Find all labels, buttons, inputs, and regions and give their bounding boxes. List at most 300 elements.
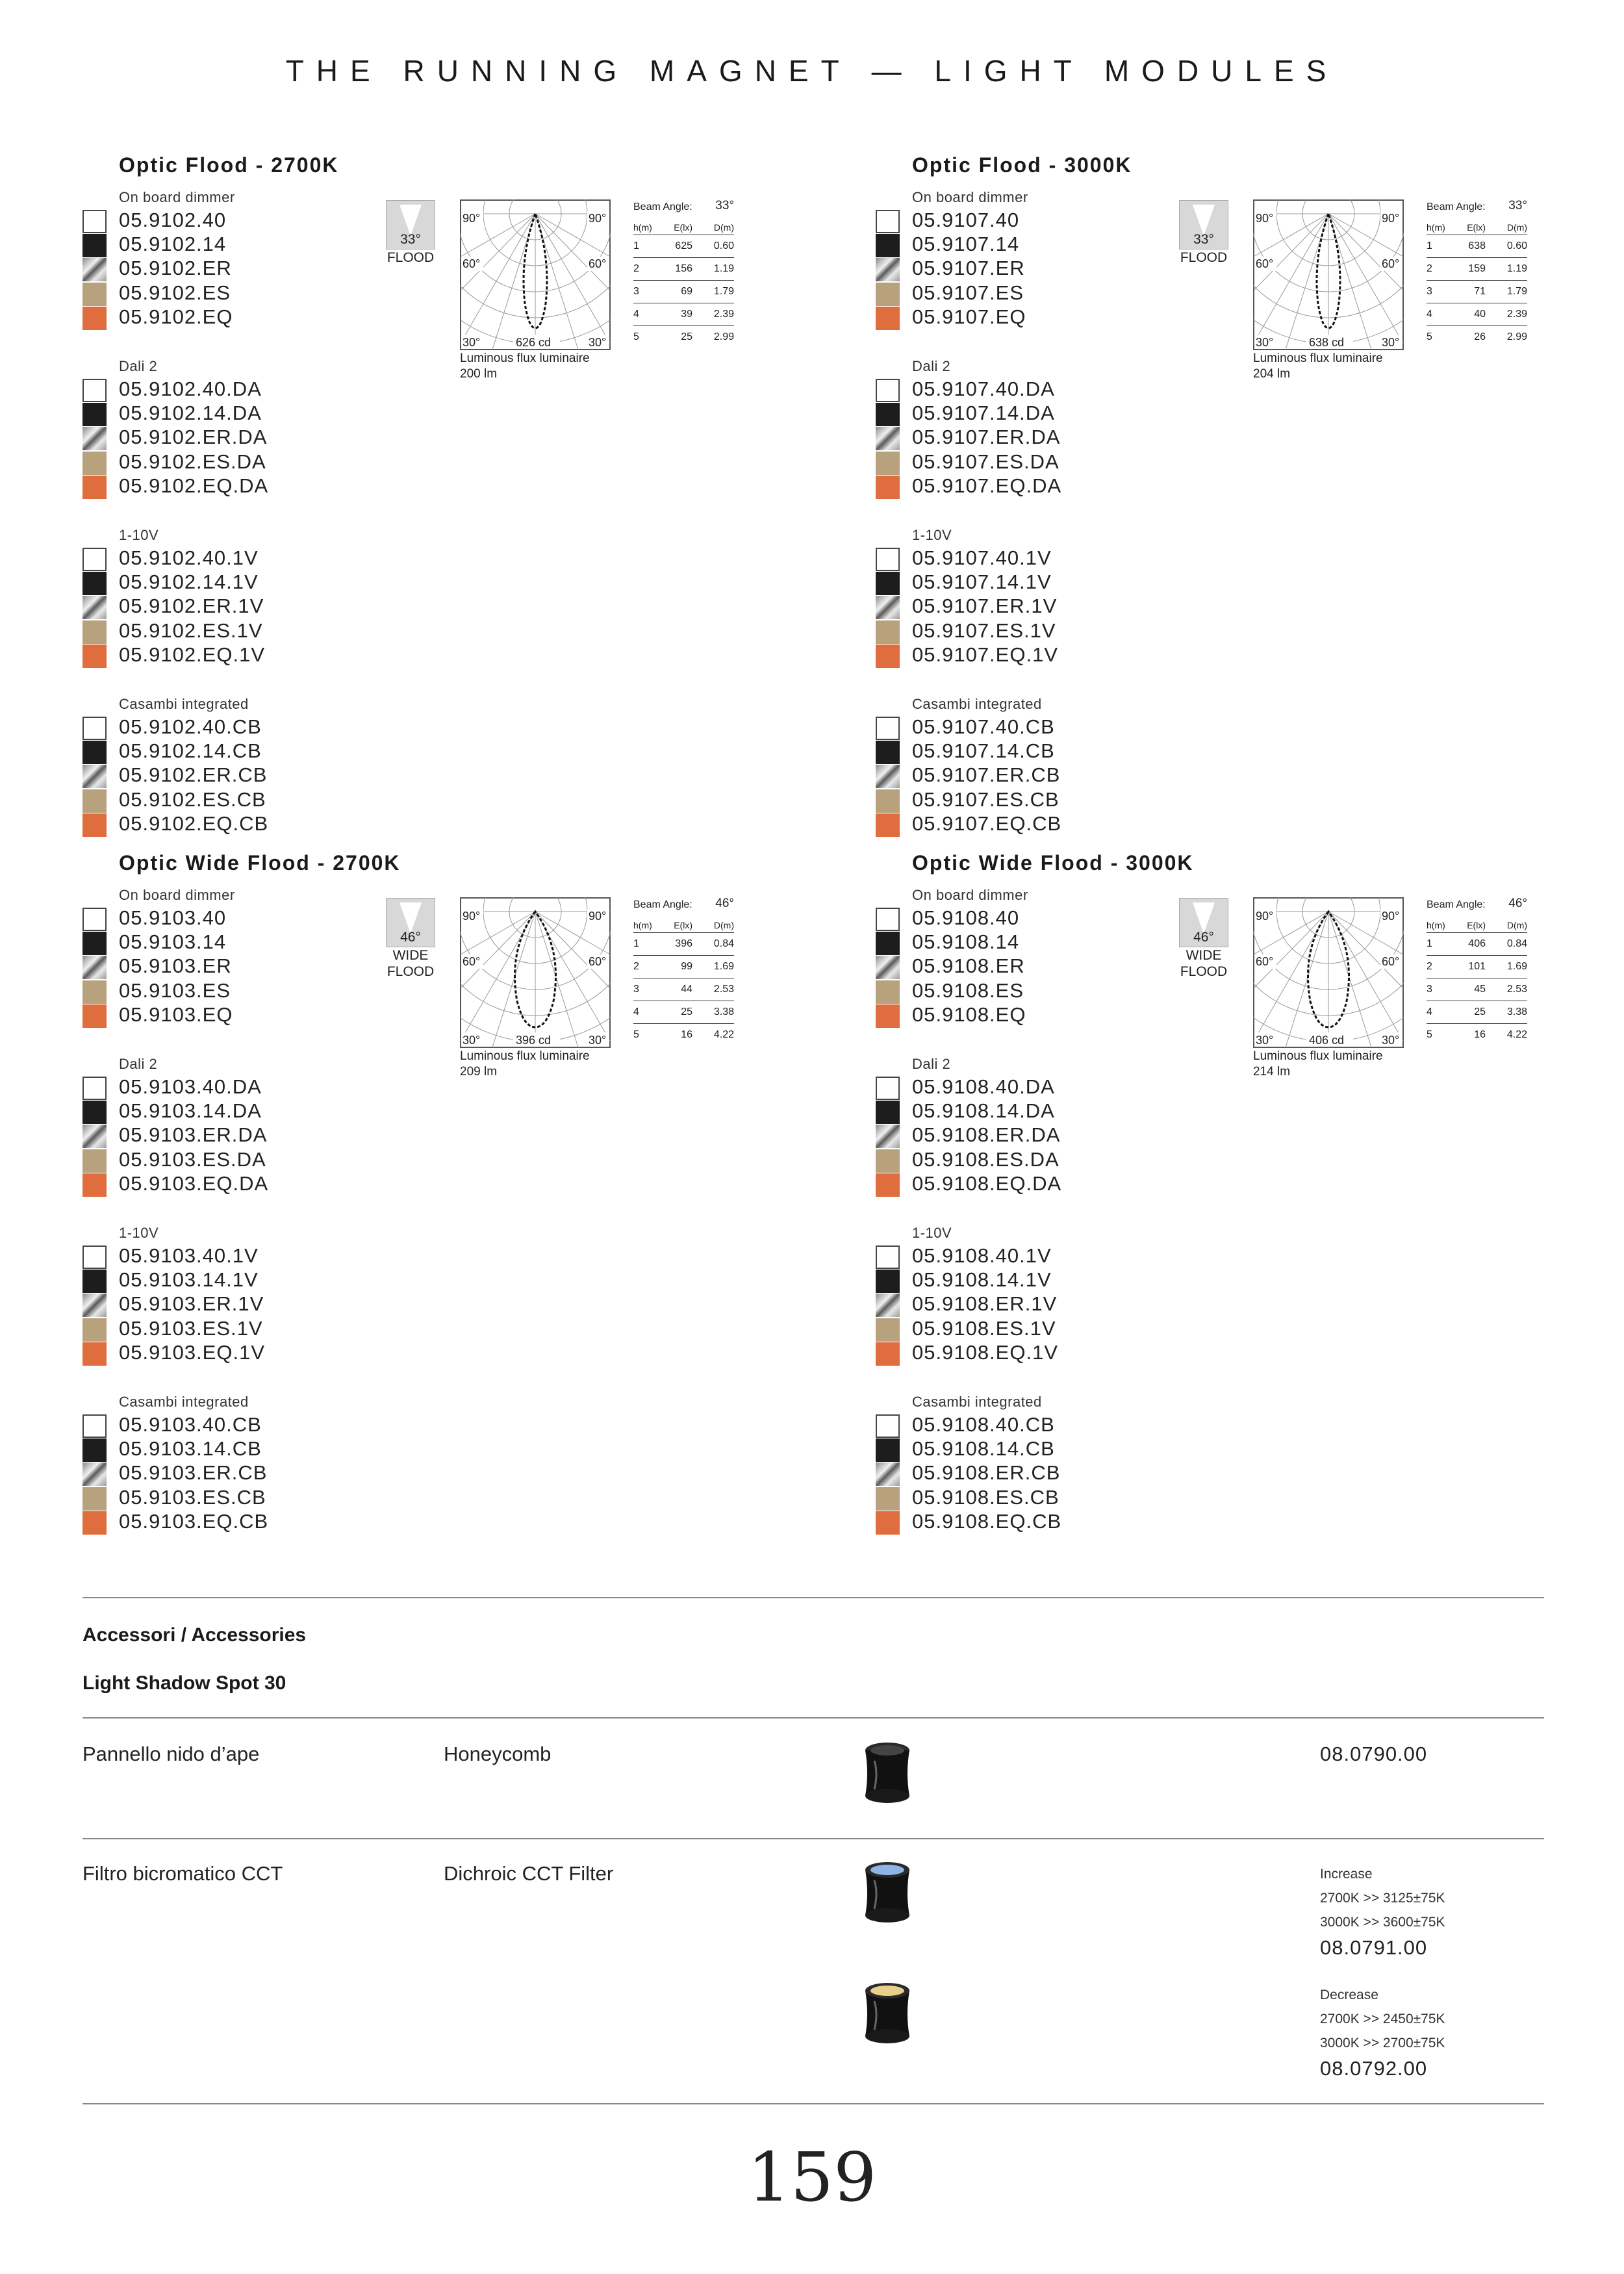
- chrome-finish-swatch: [82, 1294, 107, 1317]
- black-finish-swatch: [876, 1438, 900, 1462]
- decrease-note-2700: 2700K >> 2450±75K: [1320, 2012, 1445, 2026]
- product-code: 05.9102.EQ.CB: [119, 811, 269, 835]
- code-row: [82, 1123, 485, 1147]
- white-finish-swatch: [876, 1246, 900, 1269]
- code-row: [876, 474, 1278, 498]
- product-code: 05.9108.14.DA: [912, 1099, 1055, 1123]
- decrease-note-3000: 3000K >> 2700±75K: [1320, 2036, 1445, 2050]
- white-finish-swatch: [82, 1246, 107, 1269]
- chrome-finish-swatch: [876, 1125, 900, 1148]
- code-row: [82, 619, 485, 643]
- product-code: 05.9108.40: [912, 906, 1020, 929]
- bronze-finish-swatch: [876, 1318, 900, 1342]
- group-label: Casambi integrated: [912, 696, 1042, 712]
- beam-type: FLOOD: [387, 250, 435, 265]
- bronze-finish-swatch: [876, 620, 900, 644]
- product-code: 05.9108.ES.CB: [912, 1485, 1059, 1509]
- product-code: 05.9103.ER.DA: [119, 1123, 268, 1147]
- product-code: 05.9102.40: [119, 209, 227, 231]
- beam-angle-label: Beam Angle:: [633, 201, 692, 212]
- code-row: [82, 1099, 485, 1123]
- table-row: 3 45 2.53: [1427, 978, 1527, 1001]
- chrome-finish-swatch: [876, 596, 900, 619]
- increase-note-2700: 2700K >> 3125±75K: [1320, 1891, 1445, 1906]
- polar-angle-label: 90°: [1256, 910, 1274, 923]
- code-row: [82, 474, 485, 498]
- copper-finish-swatch: [82, 476, 107, 499]
- product-code: 05.9108.40.CB: [912, 1413, 1055, 1436]
- product-code: 05.9108.ES.DA: [912, 1147, 1059, 1171]
- table-row: 2 101 1.69: [1427, 956, 1527, 978]
- code-row: [82, 739, 485, 763]
- product-code: 05.9103.14.CB: [119, 1437, 262, 1461]
- chrome-finish-swatch: [82, 1463, 107, 1486]
- group-label: Casambi integrated: [912, 1394, 1042, 1410]
- product-code: 05.9108.ES.1V: [912, 1316, 1056, 1340]
- product-block: [876, 851, 1624, 1540]
- black-finish-swatch: [82, 932, 107, 955]
- code-row: [82, 546, 485, 570]
- beam-cone-icon: 33°: [386, 200, 435, 249]
- beam-angle-label: Beam Angle:: [1427, 899, 1486, 910]
- code-row: [82, 1292, 485, 1316]
- table-row: 5 26 2.99: [1427, 331, 1527, 342]
- table-row: 5 16 4.22: [1427, 1029, 1527, 1040]
- product-code: 05.9107.40.CB: [912, 715, 1055, 738]
- product-code: 05.9107.ER: [912, 257, 1025, 280]
- polar-angle-label: 90°: [1382, 910, 1400, 923]
- product-code: 05.9108.ER: [912, 954, 1025, 978]
- code-row: [82, 715, 485, 739]
- bronze-finish-swatch: [82, 620, 107, 644]
- code-row: [876, 1413, 1278, 1437]
- group-label: Dali 2: [912, 1056, 951, 1072]
- black-finish-swatch: [82, 741, 107, 764]
- illuminance-table: [1427, 199, 1527, 349]
- bronze-finish-swatch: [876, 1149, 900, 1173]
- copper-finish-swatch: [876, 1173, 900, 1197]
- code-row: [82, 281, 485, 305]
- product-code: 05.9103.EQ.DA: [119, 1171, 269, 1195]
- product-code: 05.9108.EQ: [912, 1003, 1026, 1026]
- polar-angle-label: 90°: [1256, 212, 1274, 225]
- beam-angle-label: Beam Angle:: [633, 899, 692, 910]
- code-row: [876, 1341, 1278, 1365]
- polar-angle-label: 60°: [589, 257, 607, 270]
- polar-caption: Luminous flux luminaire: [1253, 1049, 1383, 1063]
- table-row: 1 406 0.84: [1427, 933, 1527, 956]
- polar-angle-label: 90°: [463, 212, 481, 225]
- product-code: 05.9108.14.1V: [912, 1268, 1052, 1292]
- product-code: 05.9102.ER.CB: [119, 763, 268, 787]
- table-header-row: h(m) E(lx) D(m): [1427, 915, 1527, 933]
- product-code: 05.9103.40.DA: [119, 1075, 262, 1098]
- code-row: [876, 1075, 1278, 1099]
- group-label: Casambi integrated: [119, 1394, 249, 1410]
- accessories-heading: Accessori / Accessories: [82, 1624, 307, 1646]
- product-code: 05.9107.14.CB: [912, 739, 1055, 763]
- product-code: 05.9103.ES.DA: [119, 1147, 266, 1171]
- copper-finish-swatch: [876, 307, 900, 330]
- black-finish-swatch: [876, 572, 900, 595]
- product-block: [82, 153, 849, 842]
- honeycomb-code: 08.0790.00: [1320, 1743, 1428, 1765]
- code-row: [876, 281, 1278, 305]
- code-row: [82, 1341, 485, 1365]
- chrome-finish-swatch: [82, 765, 107, 788]
- illuminance-table: [1427, 897, 1527, 1047]
- code-row: [82, 1003, 485, 1027]
- group-label: On board dimmer: [119, 189, 235, 205]
- product-code: 05.9103.ER.1V: [119, 1292, 264, 1316]
- product-code: 05.9102.ER.DA: [119, 426, 268, 449]
- product-code: 05.9102.40.CB: [119, 715, 262, 738]
- illuminance-table: [633, 199, 734, 349]
- product-code: 05.9103.14: [119, 930, 227, 954]
- polar-diagram: [460, 897, 611, 1079]
- product-code: 05.9102.ER.1V: [119, 594, 264, 618]
- polar-angle-label: 30°: [1256, 336, 1274, 349]
- code-row: [82, 1510, 485, 1534]
- product-code: 05.9102.ES.1V: [119, 619, 263, 642]
- code-row: [82, 570, 485, 594]
- polar-angle-label: 60°: [1382, 257, 1400, 270]
- table-row: 3 69 1.79: [633, 281, 734, 303]
- copper-finish-swatch: [82, 307, 107, 330]
- product-code: 05.9102.14: [119, 233, 227, 256]
- white-finish-swatch: [82, 210, 107, 233]
- code-row: [82, 1317, 485, 1341]
- table-row: 2 159 1.19: [1427, 258, 1527, 281]
- increase-filter-code: 08.0791.00: [1320, 1936, 1428, 1959]
- code-row: [82, 1244, 485, 1268]
- bronze-finish-swatch: [82, 1149, 107, 1173]
- product-code: 05.9107.40: [912, 209, 1020, 231]
- polar-angle-label: 30°: [1382, 1034, 1400, 1047]
- page-title: THE RUNNING MAGNET — LIGHT MODULES: [285, 54, 1339, 88]
- divider: [82, 1597, 1544, 1598]
- product-code: 05.9102.40.1V: [119, 546, 259, 569]
- honeycomb-label-en: Honeycomb: [444, 1743, 552, 1765]
- code-row: [876, 812, 1278, 836]
- luminous-flux: 214 lm: [1253, 1065, 1291, 1079]
- table-header-row: h(m) E(lx) D(m): [633, 915, 734, 933]
- product-code: 05.9108.ES: [912, 978, 1024, 1002]
- polar-caption: Luminous flux luminaire: [460, 351, 590, 365]
- chrome-finish-swatch: [876, 956, 900, 979]
- polar-angle-label: 90°: [463, 910, 481, 923]
- illuminance-table: [633, 897, 734, 1047]
- increase-title: Increase: [1320, 1867, 1373, 1882]
- divider: [82, 1838, 1544, 1839]
- copper-finish-swatch: [876, 1342, 900, 1366]
- product-code: 05.9107.ER.1V: [912, 594, 1058, 618]
- beam-type-2: FLOOD: [1180, 964, 1228, 979]
- code-row: [82, 1075, 485, 1099]
- beam-badge: [385, 898, 437, 980]
- black-finish-swatch: [876, 1101, 900, 1124]
- product-code: 05.9102.ES.DA: [119, 450, 266, 473]
- polar-peak-intensity: 396 cd: [516, 1034, 552, 1047]
- code-row: [876, 426, 1278, 450]
- beam-cone-icon: 46°: [386, 898, 435, 947]
- white-finish-swatch: [876, 717, 900, 740]
- copper-finish-swatch: [876, 645, 900, 668]
- product-code: 05.9102.40.DA: [119, 377, 262, 400]
- code-row: [876, 1317, 1278, 1341]
- table-row: 4 40 2.39: [1427, 303, 1527, 326]
- code-row: [876, 1292, 1278, 1316]
- product-code: 05.9108.ER.CB: [912, 1461, 1061, 1485]
- product-code: 05.9103.ER.CB: [119, 1461, 268, 1485]
- table-row: 1 638 0.60: [1427, 235, 1527, 258]
- code-row: [876, 1268, 1278, 1292]
- code-row: [876, 739, 1278, 763]
- product-code: 05.9107.ES.1V: [912, 619, 1056, 642]
- code-row: [876, 1172, 1278, 1196]
- product-code: 05.9102.EQ: [119, 305, 233, 328]
- product-code: 05.9107.40.1V: [912, 546, 1052, 569]
- divider: [82, 2103, 1544, 2104]
- table-row: 1 625 0.60: [633, 235, 734, 258]
- product-code: 05.9108.40.DA: [912, 1075, 1055, 1098]
- product-code: 05.9107.EQ.DA: [912, 474, 1062, 497]
- product-code: 05.9108.ER.1V: [912, 1292, 1058, 1316]
- group-label: Dali 2: [119, 1056, 158, 1072]
- table-row: 4 25 3.38: [1427, 1001, 1527, 1024]
- product-code: 05.9108.EQ.1V: [912, 1340, 1058, 1364]
- polar-peak-intensity: 626 cd: [516, 336, 552, 349]
- polar-angle-label: 60°: [1382, 955, 1400, 968]
- group-label: Casambi integrated: [119, 696, 249, 712]
- chrome-finish-swatch: [82, 596, 107, 619]
- code-row: [82, 763, 485, 787]
- beam-angle-value: 33°: [715, 199, 734, 212]
- code-row: [82, 1172, 485, 1196]
- group-label: 1-10V: [912, 1225, 952, 1241]
- page-number: 159: [747, 2138, 877, 2217]
- bronze-finish-swatch: [876, 980, 900, 1004]
- chrome-finish-swatch: [876, 258, 900, 281]
- code-row: [82, 426, 485, 450]
- decrease-title: Decrease: [1320, 1987, 1378, 2002]
- bronze-finish-swatch: [876, 1487, 900, 1511]
- white-finish-swatch: [82, 379, 107, 402]
- beam-type: WIDE: [392, 948, 429, 963]
- code-row: [82, 450, 485, 474]
- table-header-row: h(m) E(lx) D(m): [633, 217, 734, 235]
- product-code: 05.9103.ES: [119, 978, 231, 1002]
- beam-type-2: FLOOD: [387, 964, 435, 979]
- polar-angle-label: 30°: [1382, 336, 1400, 349]
- code-row: [82, 1437, 485, 1461]
- luminous-flux: 209 lm: [460, 1065, 498, 1079]
- copper-finish-swatch: [82, 1173, 107, 1197]
- code-row: [876, 377, 1278, 402]
- code-row: [876, 1461, 1278, 1485]
- beam-cone-icon: 33°: [1179, 200, 1228, 249]
- group-label: Dali 2: [912, 358, 951, 374]
- code-row: [876, 1437, 1278, 1461]
- product-code: 05.9107.14: [912, 233, 1020, 256]
- polar-angle-label: 30°: [463, 1034, 481, 1047]
- code-row: [876, 788, 1278, 812]
- group-label: 1-10V: [119, 527, 159, 543]
- code-row: [82, 377, 485, 402]
- beam-cone-icon: 46°: [1179, 898, 1228, 947]
- beam-angle-value: 46°: [1508, 897, 1527, 910]
- code-row: [876, 763, 1278, 787]
- honeycomb-ring-icon: [863, 1741, 912, 1808]
- black-finish-swatch: [82, 1101, 107, 1124]
- code-row: [876, 402, 1278, 426]
- code-row: [876, 1003, 1278, 1027]
- product-code: 05.9103.EQ.1V: [119, 1340, 265, 1364]
- bronze-finish-swatch: [82, 452, 107, 475]
- polar-angle-label: 30°: [589, 1034, 607, 1047]
- bronze-finish-swatch: [82, 283, 107, 306]
- product-code: 05.9108.14.CB: [912, 1437, 1055, 1461]
- cct-filter-label-en: Dichroic CCT Filter: [444, 1862, 614, 1885]
- copper-finish-swatch: [876, 1004, 900, 1028]
- white-finish-swatch: [82, 908, 107, 931]
- table-header-row: h(m) E(lx) D(m): [1427, 217, 1527, 235]
- product-code: 05.9107.EQ: [912, 305, 1026, 328]
- chrome-finish-swatch: [82, 427, 107, 450]
- code-row: [876, 546, 1278, 570]
- product-code: 05.9107.ER.CB: [912, 763, 1061, 787]
- polar-angle-label: 60°: [463, 955, 481, 968]
- polar-angle-label: 30°: [589, 336, 607, 349]
- group-label: Dali 2: [119, 358, 158, 374]
- block-title: Optic Flood - 3000K: [912, 153, 1132, 177]
- bronze-finish-swatch: [82, 1318, 107, 1342]
- product-code: 05.9107.ES.CB: [912, 787, 1059, 811]
- table-row: 1 396 0.84: [633, 933, 734, 956]
- accessories-subheading: Light Shadow Spot 30: [82, 1672, 286, 1694]
- group-label: On board dimmer: [912, 189, 1028, 205]
- copper-finish-swatch: [876, 813, 900, 837]
- divider: [82, 1717, 1544, 1718]
- product-block: [876, 153, 1624, 842]
- polar-angle-label: 60°: [1256, 955, 1274, 968]
- product-code: 05.9107.EQ.CB: [912, 811, 1062, 835]
- code-row: [876, 979, 1278, 1003]
- code-row: [82, 1148, 485, 1172]
- black-finish-swatch: [82, 572, 107, 595]
- product-code: 05.9108.14: [912, 930, 1020, 954]
- chrome-finish-swatch: [876, 1463, 900, 1486]
- product-code: 05.9107.ER.DA: [912, 426, 1061, 449]
- product-code: 05.9108.EQ.CB: [912, 1509, 1062, 1533]
- black-finish-swatch: [82, 1438, 107, 1462]
- cct-filter-label-it: Filtro bicromatico CCT: [82, 1862, 283, 1885]
- table-row: 5 16 4.22: [633, 1029, 734, 1040]
- product-code: 05.9103.14.DA: [119, 1099, 262, 1123]
- beam-badge: [1178, 200, 1230, 266]
- code-row: [82, 643, 485, 667]
- bronze-finish-swatch: [82, 980, 107, 1004]
- product-code: 05.9107.EQ.1V: [912, 643, 1058, 666]
- table-row: 4 25 3.38: [633, 1001, 734, 1024]
- product-code: 05.9107.14.DA: [912, 402, 1055, 425]
- product-block: [82, 851, 849, 1540]
- table-row: 2 156 1.19: [633, 258, 734, 281]
- polar-angle-label: 60°: [463, 257, 481, 270]
- product-code: 05.9108.40.1V: [912, 1244, 1052, 1267]
- black-finish-swatch: [82, 403, 107, 426]
- white-finish-swatch: [82, 548, 107, 571]
- code-row: [82, 788, 485, 812]
- product-code: 05.9102.14.CB: [119, 739, 262, 763]
- product-code: 05.9102.ES.CB: [119, 787, 266, 811]
- blue-filter-ring-icon: [863, 1861, 912, 1928]
- product-code: 05.9103.ER: [119, 954, 232, 978]
- chrome-finish-swatch: [876, 765, 900, 788]
- product-code: 05.9108.ER.DA: [912, 1123, 1061, 1147]
- amber-filter-ring-icon: [863, 1982, 912, 2049]
- polar-diagram: [1253, 897, 1404, 1079]
- chrome-finish-swatch: [82, 258, 107, 281]
- code-row: [82, 594, 485, 619]
- code-row: [82, 1268, 485, 1292]
- product-code: 05.9102.EQ.DA: [119, 474, 269, 497]
- table-row: 4 39 2.39: [633, 303, 734, 326]
- group-label: 1-10V: [119, 1225, 159, 1241]
- honeycomb-label-it: Pannello nido d’ape: [82, 1743, 260, 1765]
- code-row: [82, 402, 485, 426]
- black-finish-swatch: [876, 234, 900, 257]
- code-row: [876, 450, 1278, 474]
- luminous-flux: 204 lm: [1253, 367, 1291, 381]
- table-row: 3 71 1.79: [1427, 281, 1527, 303]
- white-finish-swatch: [876, 548, 900, 571]
- decrease-filter-code: 08.0792.00: [1320, 2057, 1428, 2080]
- black-finish-swatch: [876, 932, 900, 955]
- bronze-finish-swatch: [82, 789, 107, 813]
- code-row: [876, 715, 1278, 739]
- product-code: 05.9103.EQ: [119, 1003, 233, 1026]
- code-row: [876, 1486, 1278, 1510]
- product-code: 05.9102.14.1V: [119, 570, 259, 594]
- white-finish-swatch: [82, 717, 107, 740]
- black-finish-swatch: [82, 1270, 107, 1293]
- code-row: [82, 979, 485, 1003]
- product-code: 05.9103.ES.1V: [119, 1316, 263, 1340]
- white-finish-swatch: [876, 379, 900, 402]
- black-finish-swatch: [82, 234, 107, 257]
- chrome-finish-swatch: [82, 1125, 107, 1148]
- white-finish-swatch: [876, 210, 900, 233]
- code-row: [876, 1099, 1278, 1123]
- black-finish-swatch: [876, 741, 900, 764]
- beam-type: FLOOD: [1180, 250, 1228, 265]
- polar-angle-label: 30°: [463, 336, 481, 349]
- product-code: 05.9103.EQ.CB: [119, 1509, 269, 1533]
- bronze-finish-swatch: [82, 1487, 107, 1511]
- product-code: 05.9102.ES: [119, 281, 231, 304]
- beam-type: WIDE: [1186, 948, 1222, 963]
- polar-diagram: [1253, 199, 1404, 381]
- copper-finish-swatch: [876, 1511, 900, 1535]
- luminous-flux: 200 lm: [460, 367, 498, 381]
- code-row: [82, 1461, 485, 1485]
- bronze-finish-swatch: [876, 789, 900, 813]
- copper-finish-swatch: [876, 476, 900, 499]
- code-row: [876, 594, 1278, 619]
- chrome-finish-swatch: [82, 956, 107, 979]
- beam-badge: [1178, 898, 1230, 980]
